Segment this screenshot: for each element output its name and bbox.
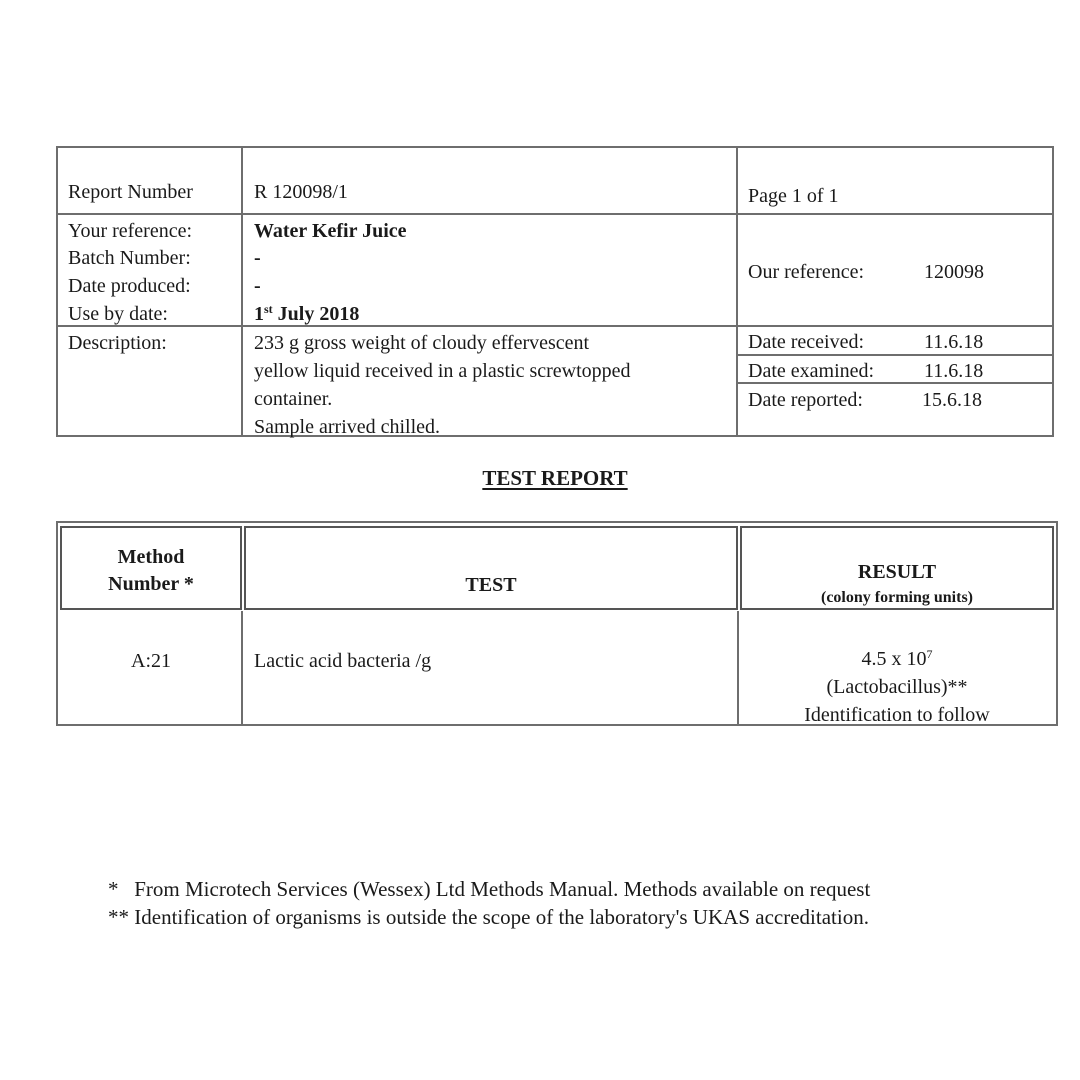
use-by-label: Use by date:: [68, 303, 168, 325]
use-by-day: 1: [254, 303, 264, 325]
report-title: TEST REPORT: [482, 466, 628, 490]
your-reference-value: Water Kefir Juice: [254, 220, 407, 242]
result-base: 4.5 x 10: [861, 648, 927, 670]
result-organism: (Lactobacillus)**: [826, 676, 968, 698]
result-exponent: 7: [926, 647, 933, 661]
date-reported-label: Date reported:: [748, 389, 863, 411]
use-by-month-year: July 2018: [272, 303, 360, 325]
our-reference-label: Our reference:: [748, 261, 865, 283]
report-number-label: Report Number: [68, 181, 193, 203]
date-received-value: 11.6.18: [924, 331, 984, 353]
batch-number-value: -: [254, 247, 261, 269]
batch-number-label: Batch Number:: [68, 247, 191, 269]
your-reference-label: Your reference:: [68, 220, 193, 242]
test-header: TEST: [465, 574, 517, 596]
test-name: Lactic acid bacteria /g: [254, 650, 432, 672]
description-line: yellow liquid received in a plastic screwtopped: [254, 360, 631, 382]
our-reference-value: 120098: [924, 261, 984, 283]
row-divider: [58, 213, 1052, 215]
method-header-line1: Method: [117, 546, 185, 568]
footnote: ** Identification of organisms is outside the scope of the laboratory's UKAS accreditation.: [108, 905, 869, 929]
results-table: [56, 521, 1058, 726]
row-divider: [736, 325, 1052, 327]
report-info-table: [56, 146, 1054, 437]
description-label: Description:: [68, 332, 167, 354]
column-divider: [736, 148, 738, 435]
date-received-label: Date received:: [748, 331, 865, 353]
date-reported-value: 15.6.18: [922, 389, 982, 411]
description-line: container.: [254, 388, 333, 410]
date-produced-value: -: [254, 275, 261, 297]
method-header-line2: Number *: [108, 573, 194, 595]
use-by-value: [254, 300, 359, 328]
footnote: * From Microtech Services (Wessex) Ltd Methods Manual. Methods available on request: [108, 877, 871, 901]
report-number-value: R 120098/1: [254, 181, 348, 203]
date-produced-label: Date produced:: [68, 275, 191, 297]
use-by-suffix: st: [264, 302, 273, 316]
date-examined-label: Date examined:: [748, 360, 875, 382]
date-examined-value: 11.6.18: [924, 360, 984, 382]
result-value: [740, 645, 1054, 673]
result-subheader: (colony forming units): [821, 589, 973, 606]
result-note: Identification to follow: [804, 704, 990, 726]
column-divider: [737, 611, 739, 724]
method-number: A:21: [131, 650, 171, 672]
column-divider: [241, 148, 243, 435]
result-header: RESULT: [857, 561, 937, 583]
description-line: 233 g gross weight of cloudy effervescent: [254, 332, 590, 354]
description-line: Sample arrived chilled.: [254, 416, 441, 438]
page-indicator: Page 1 of 1: [748, 185, 839, 207]
